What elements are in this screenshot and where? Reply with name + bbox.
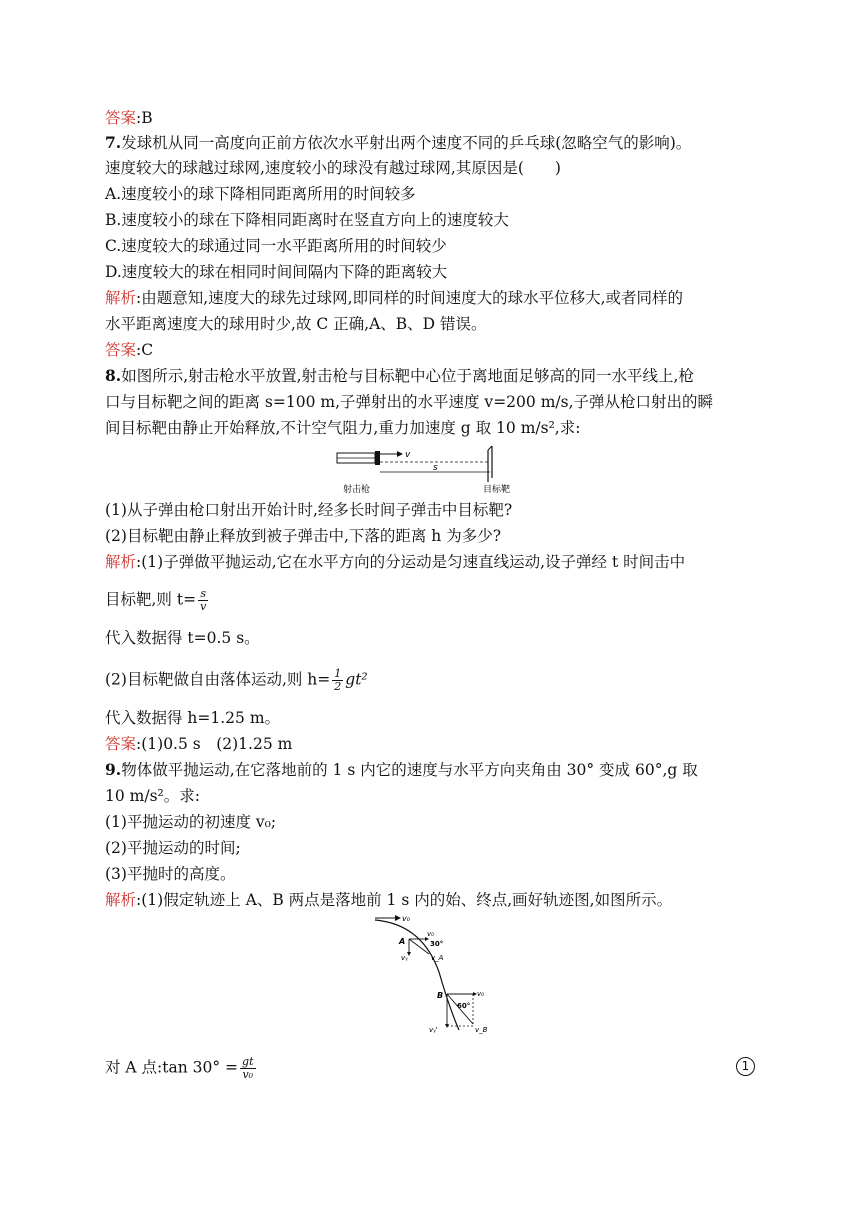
q8-result1: 代入数据得 t=0.5 s。 [105,629,260,647]
angle-30-label: 30° [430,940,444,948]
q8-stem-line2: 口与目标靶之间的距离 s=100 m,子弹射出的水平速度 v=200 m/s,子弹从枪口射出的瞬 [105,393,713,411]
q7-option-c: C.速度较大的球通过同一水平距离所用的时间较少 [105,237,447,255]
analysis-label: 解析 [105,289,137,307]
analysis-label: 解析 [105,553,137,571]
vy-prime-label: vᵧ' [429,1026,438,1034]
answer-label: 答案 [105,735,137,753]
q8-analysis2: (2)目标靶做自由落体运动,则 h= $\frac{1}{2}$ gt² [105,667,368,693]
target-label: 目标靶 [483,485,511,495]
va-label: v_A [431,954,444,962]
answer-label: 答案 [105,109,137,127]
fraction-one-half: $\frac{1}{2}$ [334,667,342,693]
v-label: v [405,450,411,460]
q8-analysis-line2: 目标靶,则 t= $\frac{s}{v}$ [105,587,207,613]
q7-analysis-line2: 水平距离速度大的球用时少,故 C 正确,A、B、D 错误。 [105,315,487,333]
q8-stem-line1: 8.如图所示,射击枪水平放置,射击枪与目标靶中心位于离地面足够高的同一水平线上,枪 [105,366,694,385]
q9-sub2: (2)平抛运动的时间; [105,839,241,857]
q8-sub1: (1)从子弹由枪口射出开始计时,经多长时间子弹击中目标靶? [105,501,513,519]
q8-sub2: (2)目标靶由静止释放到被子弹击中,下落的距离 h 为多少? [105,527,502,545]
q7-answer: 答案:C [105,341,154,359]
v0-top-label: v₀ [402,914,410,923]
angle-60-label: 60° [457,1002,471,1010]
fraction-s-over-v: $\frac{s}{v}$ [200,587,207,613]
vb-label: v_B [475,1026,488,1034]
q6-answer: 答案:B [105,109,153,127]
point-a-label: A [399,937,406,946]
q8-stem-line3: 间目标靶由静止开始释放,不计空气阻力,重力加速度 g 取 10 m/s²,求: [105,419,581,437]
trajectory-figure [367,912,507,1034]
q7-option-a: A.速度较小的球下降相同距离所用的时间较多 [105,185,416,203]
q8-answer: 答案:(1)0.5 s (2)1.25 m [105,735,293,753]
q7-stem-line2: 速度较大的球越过球网,速度较小的球没有越过球网,其原因是( ) [105,159,561,177]
q9-stem-line1: 9.物体做平抛运动,在它落地前的 1 s 内它的速度与水平方向夹角由 30° 变成 60°,g 取 [105,760,698,779]
q8-analysis-line1: 解析:(1)子弹做平抛运动,它在水平方向的分运动是匀速直线运动,设子弹经 t 时间击中 [105,553,686,571]
vy-label: vᵧ [401,954,408,962]
q8-result2: 代入数据得 h=1.25 m。 [105,709,281,727]
v0-a-label: v₀ [427,930,434,938]
q9-sub1: (1)平抛运动的初速度 v₀; [105,813,277,831]
gun-label: 射击枪 [343,485,371,495]
v0-b-label: v₀ [477,990,484,998]
analysis-label: 解析 [105,891,137,909]
q9-stem-line2: 10 m/s²。求: [105,787,200,805]
s-label: s [433,463,438,473]
equation-number: 1 [736,1057,755,1076]
q9-analysis-line1: 解析:(1)假定轨迹上 A、B 两点是落地前 1 s 内的始、终点,画好轨迹图,如图所示。 [105,891,673,909]
q7-option-b: B.速度较小的球在下降相同距离时在竖直方向上的速度较大 [105,211,509,229]
q7-analysis-line1: 解析:由题意知,速度大的球先过球网,即同样的时间速度大的球水平位移大,或者同样的 [105,289,684,307]
q7-stem-line1: 7.发球机从同一高度向正前方依次水平射出两个速度不同的乒乓球(忽略空气的影响)。 [105,133,692,152]
point-b-label: B [437,991,444,1000]
gun-target-figure [335,442,535,496]
q7-option-d: D.速度较大的球在相同时间间隔内下降的距离较大 [105,263,448,281]
q9-equation-line: 对 A 点:tan 30° = $\frac{gt}{\text{v₀}}$ 1 [105,1056,755,1081]
answer-label: 答案 [105,341,137,359]
fraction-gt-over-v0: $\frac{gt}{\text{v₀}}$ [242,1055,254,1081]
q9-sub3: (3)平抛时的高度。 [105,865,236,883]
